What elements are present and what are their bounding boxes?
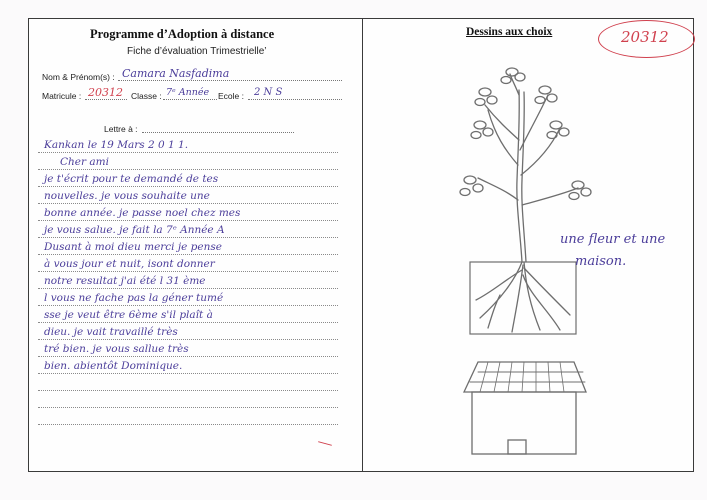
flower-branch (488, 110, 518, 165)
flower-branch (478, 178, 518, 200)
flower-pot (470, 262, 576, 334)
matricule-value: 20312 (88, 86, 123, 99)
flower-branch (521, 128, 560, 175)
letter-line: notre resultat j'ai été l 31 ème (38, 272, 338, 289)
drawing-caption-line1: une fleur et une (560, 232, 666, 247)
classe-value: 7ᵉ Année (166, 87, 210, 98)
form-subtitle: Fiche d’évaluation Trimestrielle’ (127, 46, 267, 57)
classe-label: Classe : (131, 91, 162, 101)
house-door (508, 440, 526, 454)
drawing-title: Dessins aux choix (466, 26, 553, 38)
flower-cluster (547, 121, 569, 139)
letter-line: Dusant à moi dieu merci je pense (38, 238, 338, 255)
letter-line: bonne année. je passe noel chez mes (38, 204, 338, 221)
letter-line: à vous jour et nuit, isont donner (38, 255, 338, 272)
matricule-label: Matricule : (42, 91, 82, 101)
letter-line: je t'écrit pour te demandé de tes (38, 170, 338, 187)
name-value: Camara Nasfadima (122, 67, 230, 80)
house-wall (472, 392, 576, 454)
letter-line: l vous ne fache pas la géner tumé (38, 289, 338, 306)
flower-cluster (535, 86, 557, 104)
form-title: Programme d’Adoption à distance (90, 27, 275, 41)
name-label: Nom & Prénom(s) : (42, 72, 115, 82)
letter-line: Kankan le 19 Mars 2 0 1 1. (38, 136, 338, 153)
letter-line: tré bien. je vous sallue très (38, 340, 338, 357)
letter-line: nouvelles. je vous souhaite une (38, 187, 338, 204)
flower-stem (517, 90, 522, 262)
letter-line: sse je veut être 6ème s'il plaît à (38, 306, 338, 323)
ecole-label: Ecole : (218, 91, 244, 101)
drawing-caption-line2: maison. (575, 254, 627, 269)
letter-line: dieu. je vait travaillé très (38, 323, 338, 340)
letter-line: je vous salue. je fait la 7ᵉ Année A (38, 221, 338, 238)
flower-cluster (471, 121, 493, 139)
flower-cluster (475, 88, 497, 106)
flower-branch (485, 105, 519, 140)
id-stamp: 20312 (598, 20, 695, 58)
letter-line: bien. abientôt Dominique. (38, 357, 338, 374)
ecole-value: 2 N S (254, 87, 283, 98)
lettre-label: Lettre à : (104, 124, 138, 134)
letter-line: Cher ami (38, 153, 338, 170)
house-roof (464, 362, 586, 392)
